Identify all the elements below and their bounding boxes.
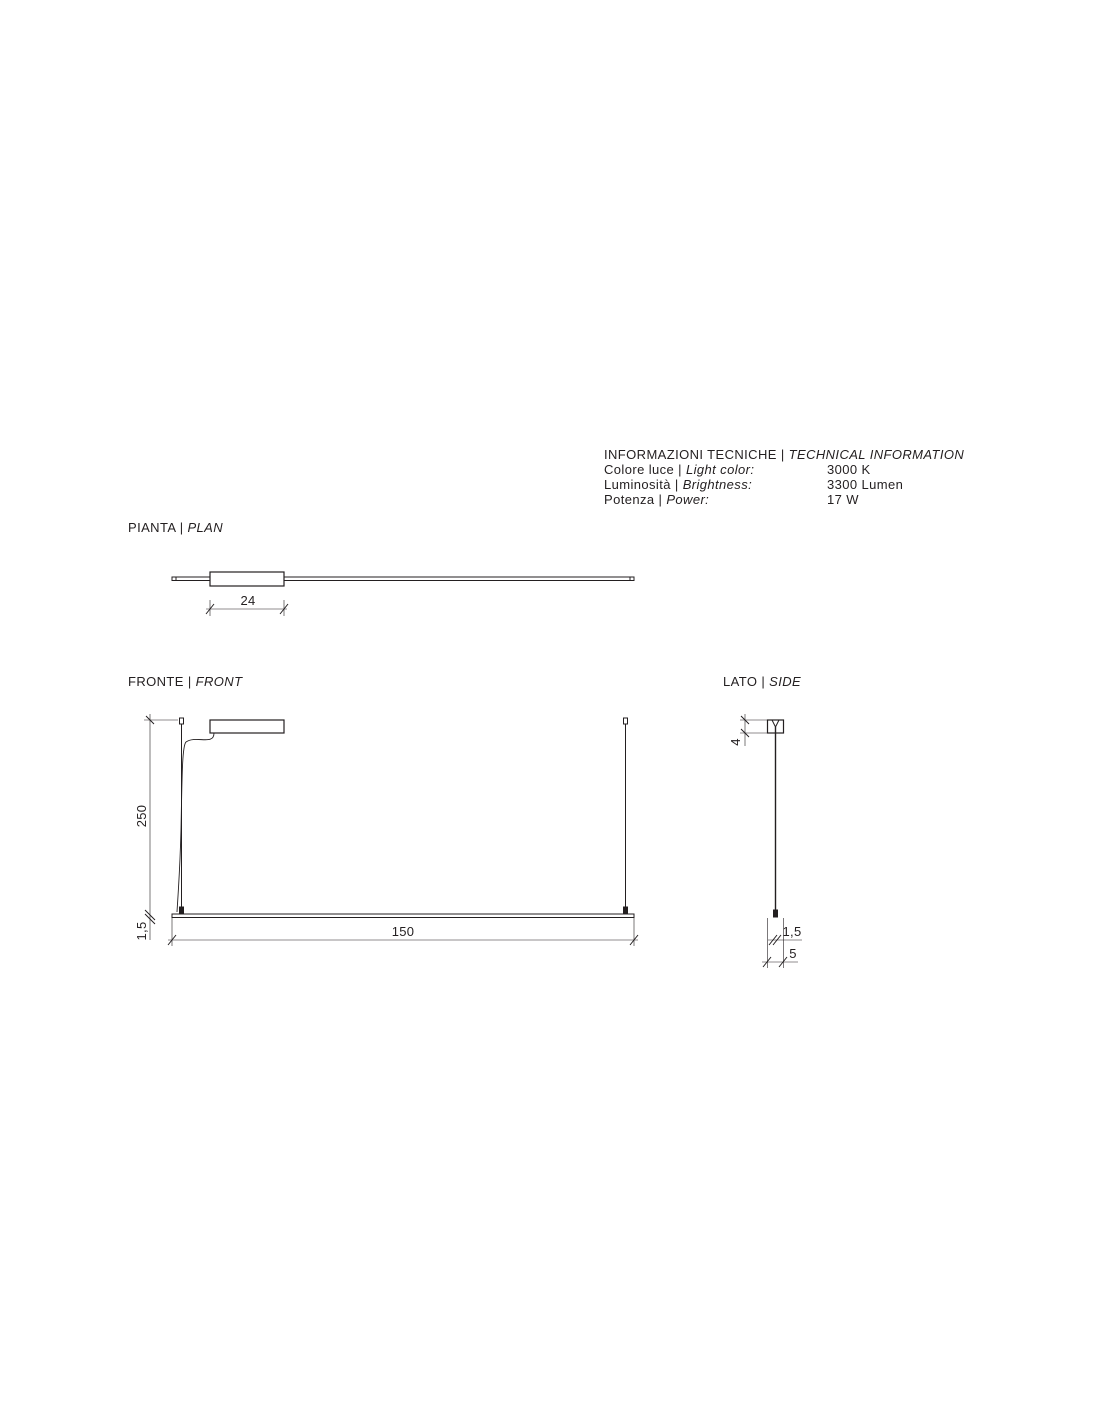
- tech-row-sep: |: [674, 477, 679, 492]
- front-label-sep: |: [187, 674, 192, 689]
- front-power-cable: [177, 733, 214, 912]
- side-dim-width-label: 5: [789, 946, 797, 961]
- tech-row-label-en: Light color:: [685, 462, 755, 477]
- front-dim-height-label: 250: [134, 804, 149, 828]
- plan-label-en: PLAN: [187, 520, 224, 535]
- tech-info-title-sep: |: [780, 447, 785, 462]
- front-label-it: FRONTE: [128, 674, 184, 689]
- front-clamp-right: [624, 907, 628, 914]
- front-view-drawing: [144, 714, 638, 946]
- tech-row-sep: |: [678, 462, 682, 477]
- tech-row-value-brightness: 3300 Lumen: [827, 477, 904, 492]
- front-ceiling-mount-left: [180, 718, 184, 724]
- side-label-en: SIDE: [769, 674, 802, 689]
- side-dim-box-label: 4: [728, 738, 743, 746]
- front-light-bar: [172, 914, 634, 918]
- plan-label-sep: |: [179, 520, 184, 535]
- side-cable-entry: [772, 720, 779, 727]
- side-label-sep: |: [761, 674, 766, 689]
- side-dim-thickness-label: 1,5: [782, 924, 802, 939]
- tech-row-value-light-color: 3000 K: [827, 462, 871, 477]
- front-dim-length-label: 150: [391, 924, 415, 939]
- side-label-it: LATO: [723, 674, 758, 689]
- tech-row-sep: |: [658, 492, 663, 507]
- tech-row-label-en: Power:: [666, 492, 710, 507]
- tech-row-label-en: Brightness:: [682, 477, 753, 492]
- side-light-bar: [774, 910, 778, 917]
- plan-driver-box: [210, 572, 284, 586]
- tech-info-title-it: INFORMAZIONI TECNICHE: [604, 447, 777, 462]
- front-clamp-left: [180, 907, 184, 914]
- tech-row-value-power: 17 W: [827, 492, 859, 507]
- front-ceiling-mount-right: [624, 718, 628, 724]
- plan-label-it: PIANTA: [128, 520, 176, 535]
- front-driver-box: [210, 720, 284, 733]
- tech-row-label-it: Luminosità: [604, 477, 671, 492]
- front-dim-thickness-label: 1,5: [134, 921, 149, 941]
- front-label-en: FRONT: [195, 674, 243, 689]
- tech-row-label-it: Colore luce: [604, 462, 675, 477]
- tech-row-label-it: Potenza: [604, 492, 655, 507]
- tech-info-title-en: TECHNICAL INFORMATION: [788, 447, 965, 462]
- plan-dim-label: 24: [240, 593, 256, 608]
